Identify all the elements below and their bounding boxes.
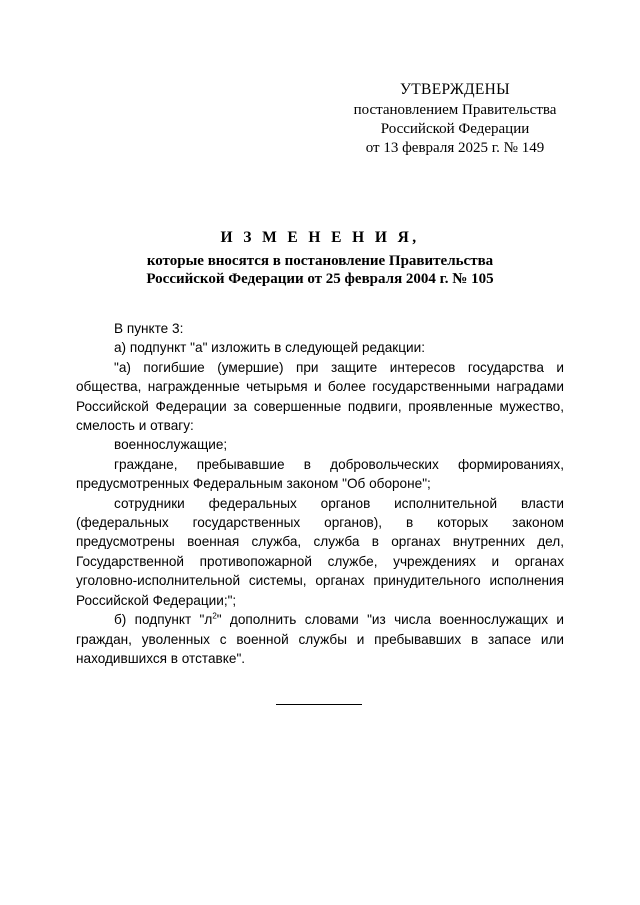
item-b-text-end: " дополнить словами "из числа военнослужащих и граждан, уволенных с военной службы и пребывавших в запасе или находившихся в отставке". xyxy=(76,612,564,666)
paragraph-item-b xyxy=(76,610,564,668)
approval-line-3: от 13 февраля 2025 г. № 149 xyxy=(365,140,545,156)
approval-line-2: Российской Федерации xyxy=(380,121,530,137)
end-divider-line xyxy=(276,704,362,705)
paragraph-servicemen: военнослужащие; xyxy=(114,437,228,453)
document-title: И З М Е Н Е Н И Я, xyxy=(220,229,420,246)
item-b-superscript: 2 xyxy=(212,611,217,621)
document-body xyxy=(76,319,564,668)
document-title-block xyxy=(76,228,564,288)
approval-heading: УТВЕРЖДЕНЫ xyxy=(400,81,510,98)
paragraph-intro: В пункте 3: xyxy=(114,321,184,336)
paragraph-citizens: граждане, пребывавшие в добровольческих формированиях, предусмотренных Федеральным законом "Об обороне"; xyxy=(76,456,564,492)
approval-line-1: постановлением Правительства xyxy=(353,102,557,118)
paragraph-employees: сотрудники федеральных органов исполнительной власти (федеральных государственных органов), в которых законом предусмотрены военная служба, служба в органах внутренних дел, Государственной противопожарной службе, учреждениях и органах уголовно-исполнительной системы, органах принудительного исполнения Российской Федерации;"; xyxy=(76,495,564,608)
approval-stamp xyxy=(330,80,580,158)
document-subtitle-line-1: которые вносятся в постановление Правительства xyxy=(146,253,494,269)
paragraph-item-a-text: "а) погибшие (умершие) при защите интересов государства и общества, награжденные четырьмя и более государственными наградами Российской Федерации за совершенные подвиги, проявленные мужество, смелость и отвагу: xyxy=(76,359,564,434)
document-subtitle-line-2: Российской Федерации от 25 февраля 2004 г. № 105 xyxy=(146,271,494,287)
item-b-text-start: б) подпункт "л xyxy=(114,612,213,628)
paragraph-item-a: а) подпункт "а" изложить в следующей редакции: xyxy=(114,340,425,356)
